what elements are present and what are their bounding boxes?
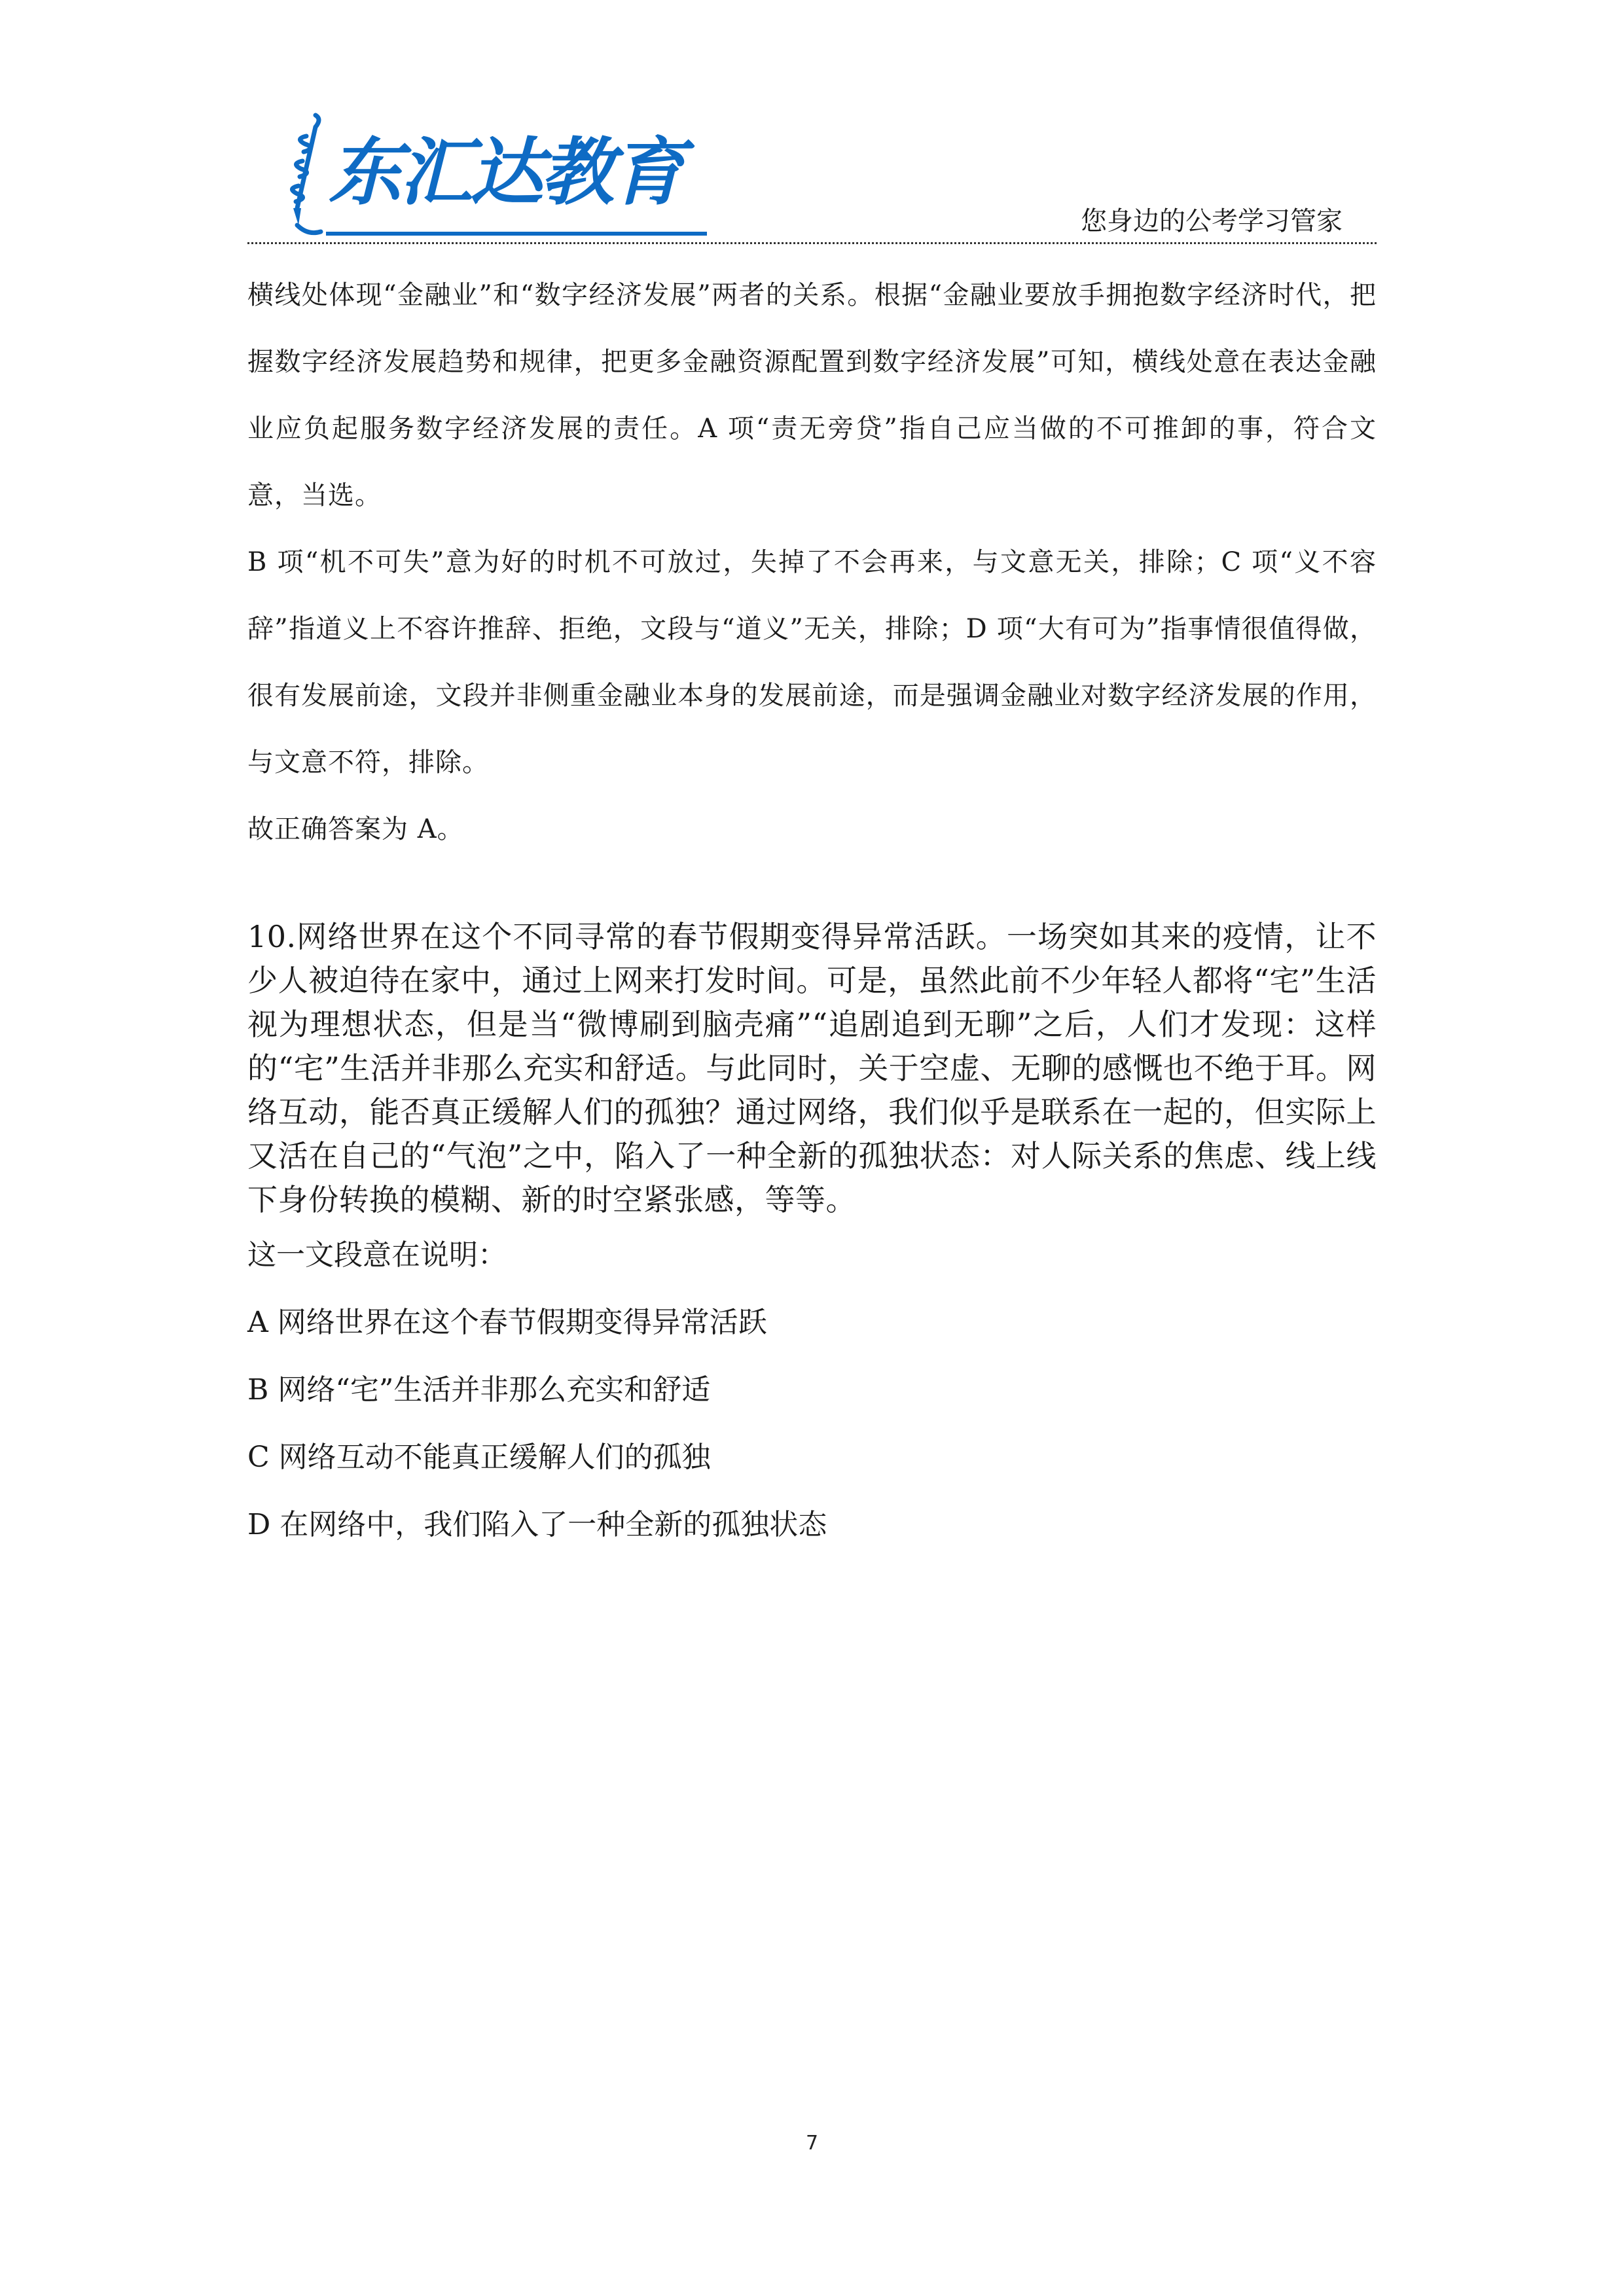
question-options [247,1221,1377,1558]
explanation-paragraph: 横线处体现“金融业”和“数字经济发展”两者的关系。根据“金融业要放手拥抱数字经济时代，把握数字经济发展趋势和规律，把更多金融资源配置到数字经济发展”可知，横线处意在表达金融业应负起服务数字经济发展的责任。A 项“责无旁贷”指自己应当做的不可推卸的事，符合文意，当选。 [247,280,1377,511]
question-stem: 10.网络世界在这个不同寻常的春节假期变得异常活跃。一场突如其来的疫情，让不少人被迫待在家中，通过上网来打发时间。可是，虽然此前不少年轻人都将“宅”生活视为理想状态，但是当“微博刷到脑壳痛”“追剧追到无聊”之后，人们才发现：这样的“宅”生活并非那么充实和舒适。与此同时，关于空虚、无聊的感慨也不绝于耳。网络互动，能否真正缓解人们的孤独？通过网络，我们似乎是联系在一起的，但实际上又活在自己的“气泡”之中，陷入了一种全新的孤独状态：对人际关系的焦虑、线上线下身份转换的模糊、新的时空紧张感，等等。 [247,919,1377,1217]
option-b: B 网络“宅”生活并非那么充实和舒适 [247,1373,711,1407]
question-10 [247,915,1377,1222]
page-number: 7 [805,2132,819,2155]
question-prompt: 这一文段意在说明： [247,1238,507,1272]
logo-wordmark: 东汇达教育 [329,130,682,215]
header-divider [247,242,1377,244]
answer-explanation [247,262,1377,863]
option-d: D 在网络中，我们陷入了一种全新的孤独状态 [247,1508,827,1541]
option-a: A 网络世界在这个春节假期变得异常活跃 [247,1306,767,1339]
explanation-conclusion: 故正确答案为 A。 [247,814,464,844]
logo-underline [326,232,707,236]
pen-logo-icon [275,110,327,241]
brand-logo [275,110,707,241]
header-slogan: 您身边的公考学习管家 [1081,206,1343,236]
option-c: C 网络互动不能真正缓解人们的孤独 [247,1441,711,1474]
explanation-paragraph: B 项“机不可失”意为好的时机不可放过，失掉了不会再来，与文意无关，排除；C 项“义不容辞”指道义上不容许推辞、拒绝，文段与“道义”无关，排除；D 项“大有可为”指事情很值得做，很有发展前途，文段并非侧重金融业本身的发展前途，而是强调金融业对数字经济发展的作用，与文意不符，排除。 [247,547,1377,778]
